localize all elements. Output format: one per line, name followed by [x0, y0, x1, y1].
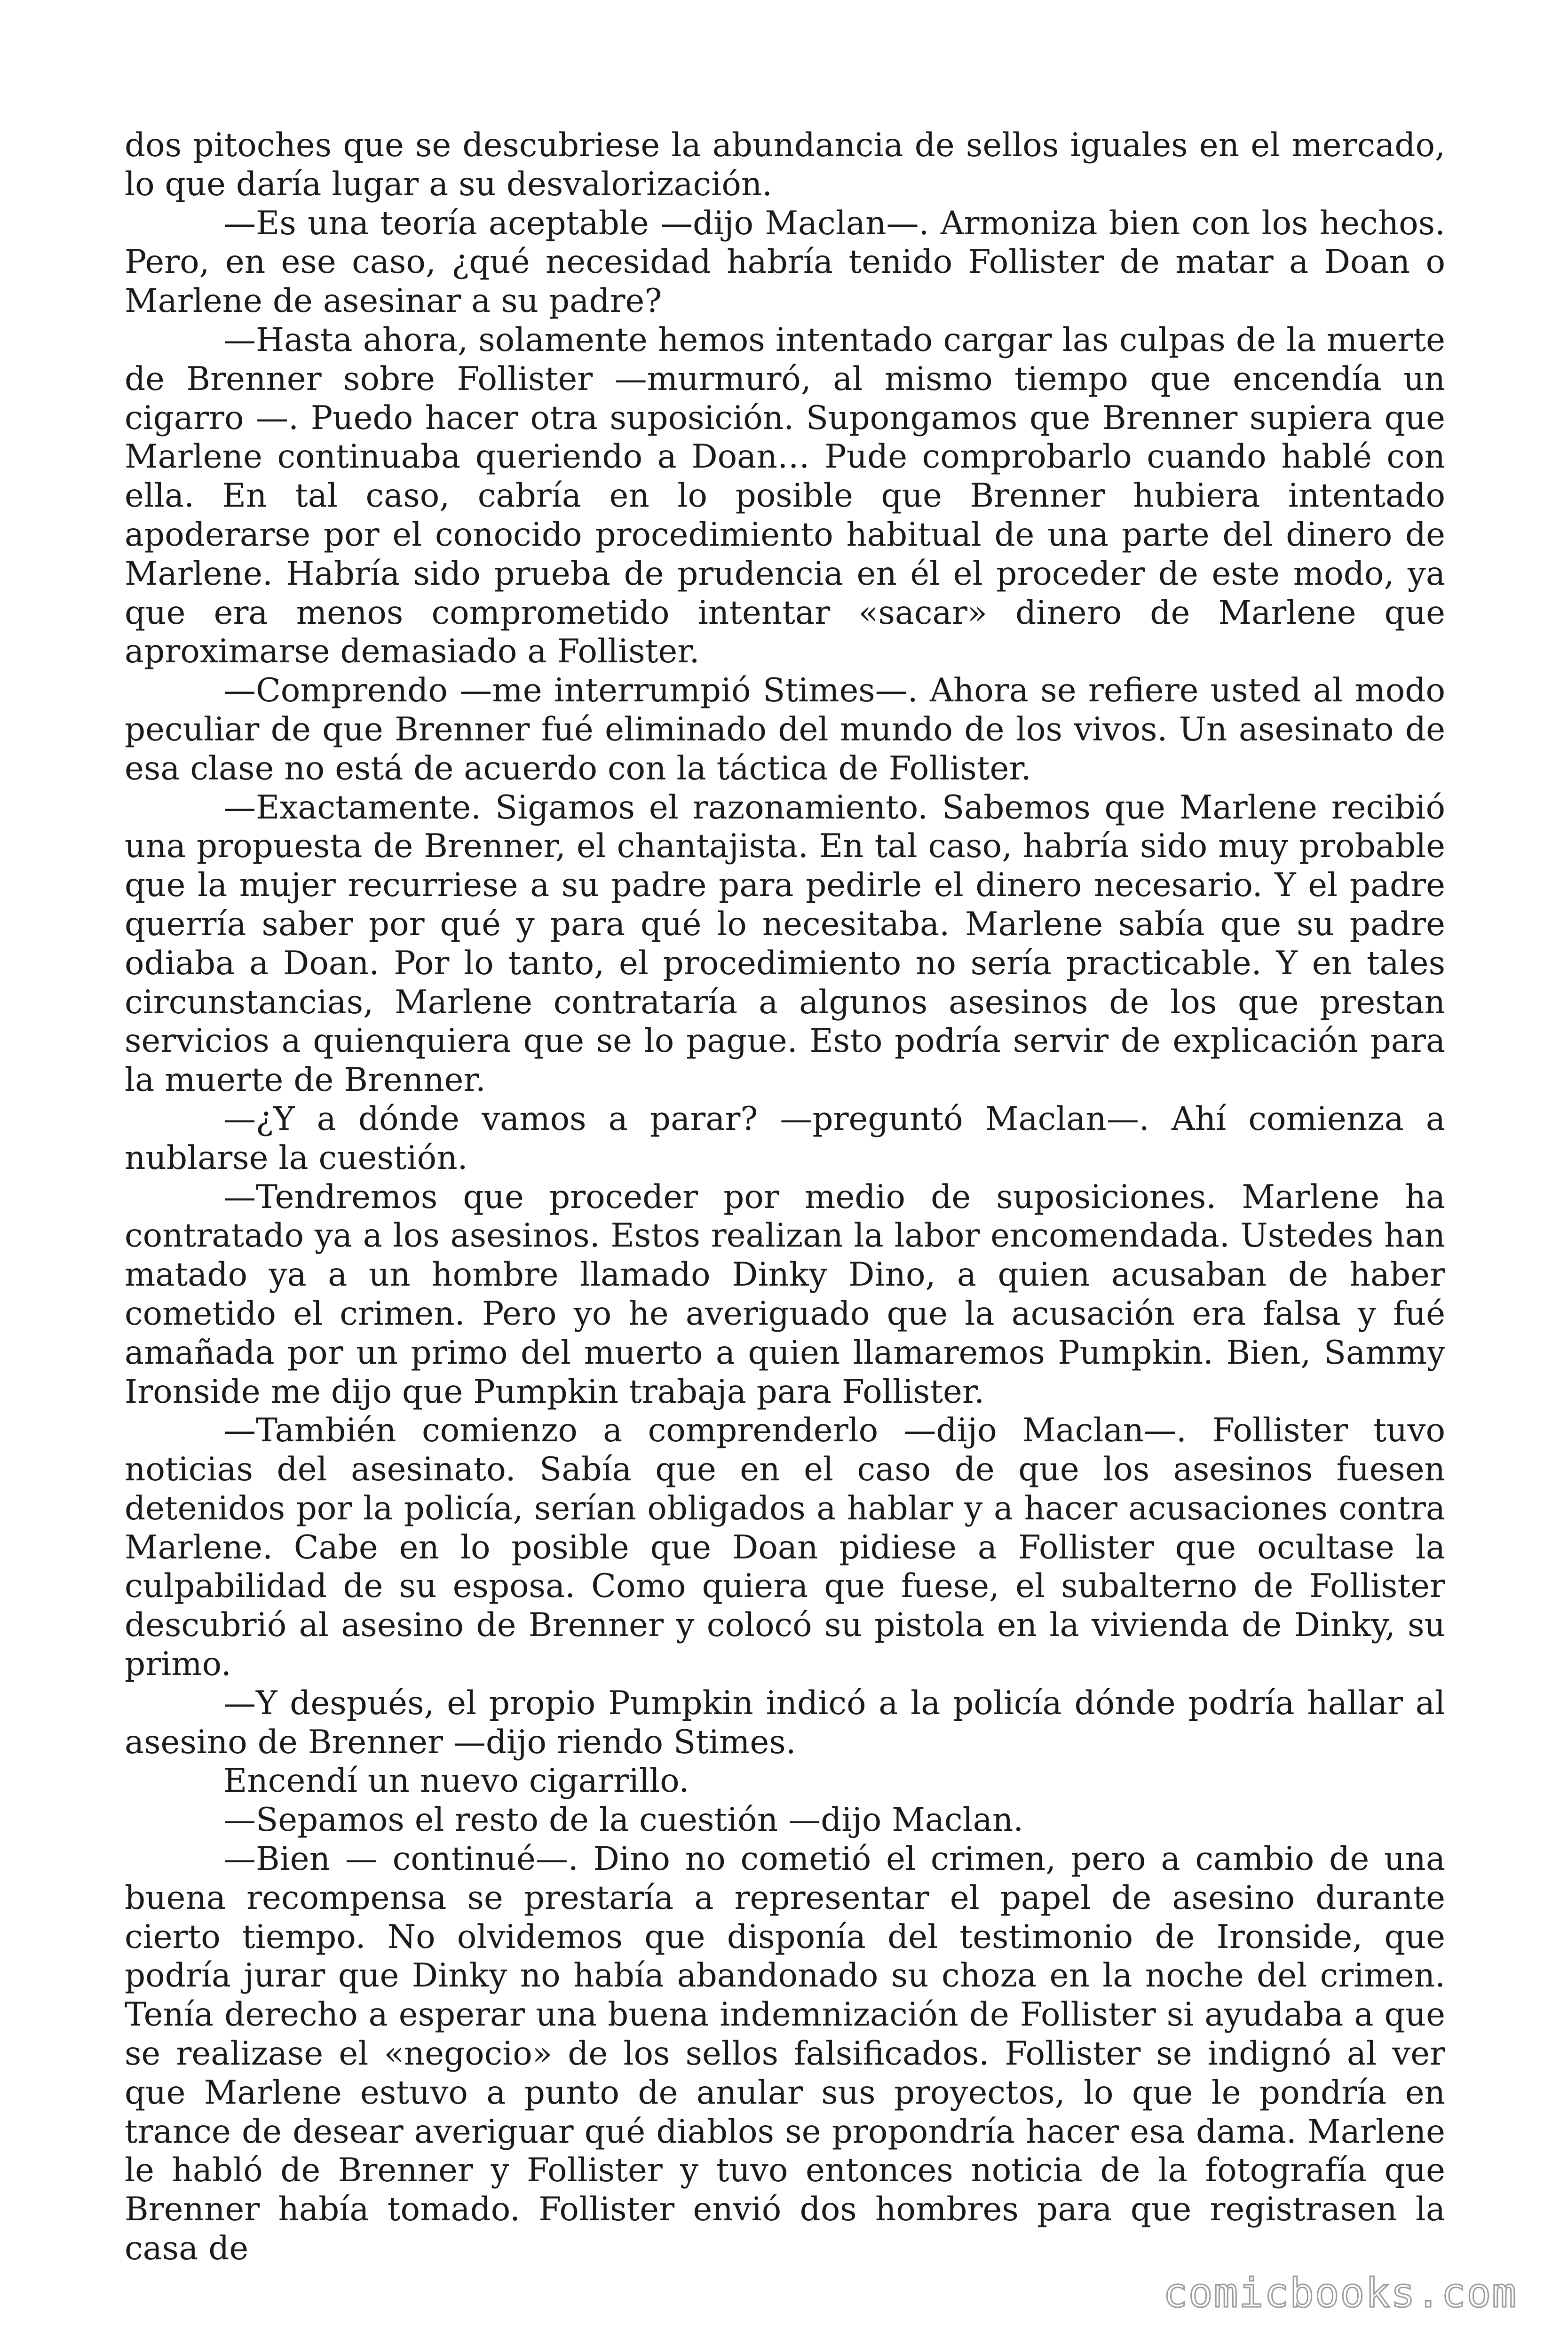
paragraph: —Es una teoría aceptable —dijo Maclan—. Armoniza bien con los hechos. Pero, en ese caso, ¿qué necesidad habría tenido Follister de matar a Doan o Marlene de asesinar a su padre?: [125, 204, 1445, 320]
paragraph: —Sepamos el resto de la cuestión —dijo Maclan.: [223, 1801, 1024, 1839]
paragraph: —Hasta ahora, solamente hemos intentado cargar las culpas de la muerte de Brenner sobre Follister —murmuró, al mismo tiempo que encendía un cigarro —. Puedo hacer otra suposición. Supongamos que Brenner supiera que Marlene continuaba queriendo a Doan… Pude comprobarlo cuando hablé con ella. En tal caso, cabría en lo posible que Brenner hubiera intentado apoderarse por el conocido procedimiento habitual de una parte del dinero de Marlene. Habría sido prueba de prudencia en él el proceder de este modo, ya que era menos comprometido intentar «sacar» dinero de Marlene que aproximarse demasiado a Follister.: [125, 321, 1445, 671]
paragraph: —Y después, el propio Pumpkin indicó a la policía dónde podría hallar al asesino de Brenner —dijo riendo Stimes.: [125, 1684, 1445, 1761]
paragraph: —Tendremos que proceder por medio de suposiciones. Marlene ha contratado ya a los asesinos. Estos realizan la labor encomendada. Ustedes han matado ya a un hombre llamado Dinky Dino, a quien acusaban de haber cometido el crimen. Pero yo he averiguado que la acusación era falsa y fué amañada por un primo del muerto a quien llamaremos Pumpkin. Bien, Sammy Ironside me dijo que Pumpkin trabaja para Follister.: [125, 1178, 1445, 1411]
paragraph: Encendí un nuevo cigarrillo.: [223, 1762, 689, 1800]
watermark: comicbooks.com: [1163, 2270, 1517, 2317]
paragraph: —¿Y a dónde vamos a parar? —preguntó Maclan—. Ahí comienza a nublarse la cuestión.: [125, 1100, 1445, 1177]
paragraph: —Comprendo —me interrumpió Stimes—. Ahora se refiere usted al modo peculiar de que Brenner fué eliminado del mundo de los vivos. Un asesinato de esa clase no está de acuerdo con la táctica de Follister.: [125, 672, 1445, 787]
paragraph: dos pitoches que se descubriese la abundancia de sellos iguales en el mercado, lo que daría lugar a su desvalorización.: [125, 127, 1445, 203]
paragraph: —Bien — continué—. Dino no cometió el crimen, pero a cambio de una buena recompensa se prestaría a representar el papel de asesino durante cierto tiempo. No olvidemos que disponía del testimonio de Ironside, que podría jurar que Dinky no había abandonado su choza en la noche del crimen. Tenía derecho a esperar una buena indemnización de Follister si ayudaba a que se realizase el «negocio» de los sellos falsificados. Follister se indignó al ver que Marlene estuvo a punto de anular sus proyectos, lo que le pondría en trance de desear averiguar qué diablos se propondría hacer esa dama. Marlene le habló de Brenner y Follister y tuvo entonces noticia de la fotografía que Brenner había tomado. Follister envió dos hombres para que registrasen la casa de: [125, 1840, 1445, 2268]
paragraph: —También comienzo a comprenderlo —dijo Maclan—. Follister tuvo noticias del asesinato. Sabía que en el caso de que los asesinos fuesen detenidos por la policía, serían obligados a hablar y a hacer acusaciones contra Marlene. Cabe en lo posible que Doan pidiese a Follister que ocultase la culpabilidad de su esposa. Como quiera que fuese, el subalterno de Follister descubrió al asesino de Brenner y colocó su pistola en la vivienda de Dinky, su primo.: [125, 1412, 1445, 1684]
paragraph: —Exactamente. Sigamos el razonamiento. Sabemos que Marlene recibió una propuesta de Brenner, el chantajista. En tal caso, habría sido muy probable que la mujer recurriese a su padre para pedirle el dinero necesario. Y el padre querría saber por qué y para qué lo necesitaba. Marlene sabía que su padre odiaba a Doan. Por lo tanto, el procedimiento no sería practicable. Y en tales circunstancias, Marlene contrataría a algunos asesinos de los que prestan servicios a quienquiera que se lo pague. Esto podría servir de explicación para la muerte de Brenner.: [125, 788, 1445, 1099]
page-body: [125, 126, 1445, 2268]
